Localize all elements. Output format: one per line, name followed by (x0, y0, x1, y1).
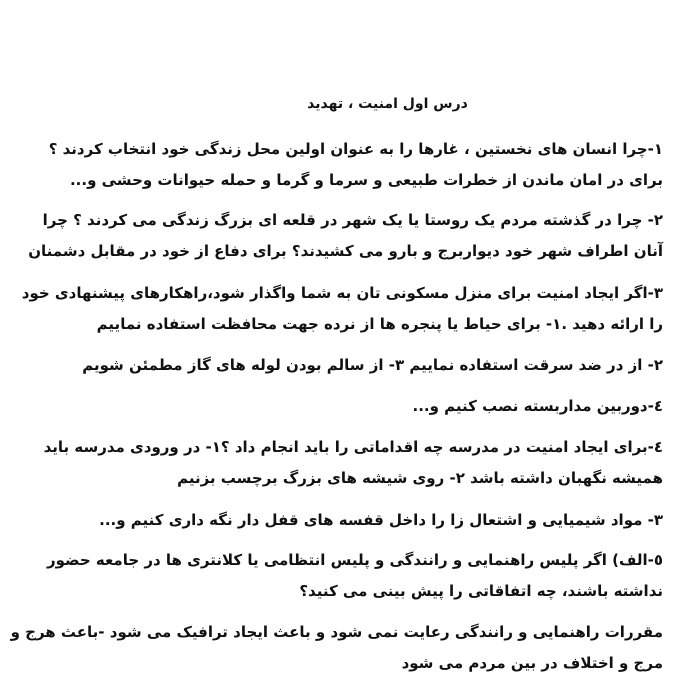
answer-line: ۲- از در ضد سرقت استفاده نماییم ۳- از سالم بودن لوله های گاز مطمئن شویم (82, 356, 663, 374)
answer-line: مرج و اختلاف در بین مردم می شود (401, 654, 663, 672)
answer-line: همیشه نگهبان داشته باشد ۲- روی شیشه های بزرگ برچسب بزنیم (177, 469, 663, 487)
question-line: نداشته باشند، چه اتفاقاتی را پیش بینی می کنید؟ (299, 582, 663, 600)
question-line: ٥-الف) اگر پلیس راهنمایی و رانندگی و پلیس انتظامی یا کلانتری ها در جامعه حضور (47, 551, 663, 569)
answer-line: ٤-دوربین مداربسته نصب کنیم و... (412, 397, 663, 415)
page-title: درس اول امنیت ، تهدید (307, 96, 468, 112)
question-line: ۳-اگر ایجاد امنیت برای منزل مسکونی تان به شما واگذار شود،راهکارهای پیشنهادی خود (21, 284, 663, 302)
question-line: ٤-برای ایجاد امنیت در مدرسه چه اقداماتی را باید انجام داد ؟۱- در ورودی مدرسه باید (43, 438, 663, 456)
answer-line: برای در امان ماندن از خطرات طبیعی و سرما و گرما و حمله حیوانات وحشی و... (69, 171, 663, 189)
answer-line: ۳- مواد شیمیایی و اشتعال زا را داخل قفسه های قفل دار نگه داری کنیم و... (99, 511, 663, 529)
answer-line: آنان اطراف شهر خود دیواربرج و بارو می کشیدند؟ برای دفاع از خود در مقابل دشمنان (28, 242, 663, 260)
answer-line: مقررات راهنمایی و رانندگی رعایت نمی شود و باعث ایجاد ترافیک می شود -باعث هرج و (10, 623, 663, 641)
answer-line: را ارائه دهید .۱- برای حیاط یا پنجره ها از نرده جهت محافظت استفاده نماییم (96, 315, 663, 333)
question-line: ۲- چرا در گذشته مردم یک روستا یا یک شهر در قلعه ای بزرگ زندگی می کردند ؟ چرا (42, 211, 663, 229)
question-line: ۱-چرا انسان های نخستین ، غارها را به عنوان اولین محل زندگی خود انتخاب کردند ؟ (48, 140, 663, 158)
